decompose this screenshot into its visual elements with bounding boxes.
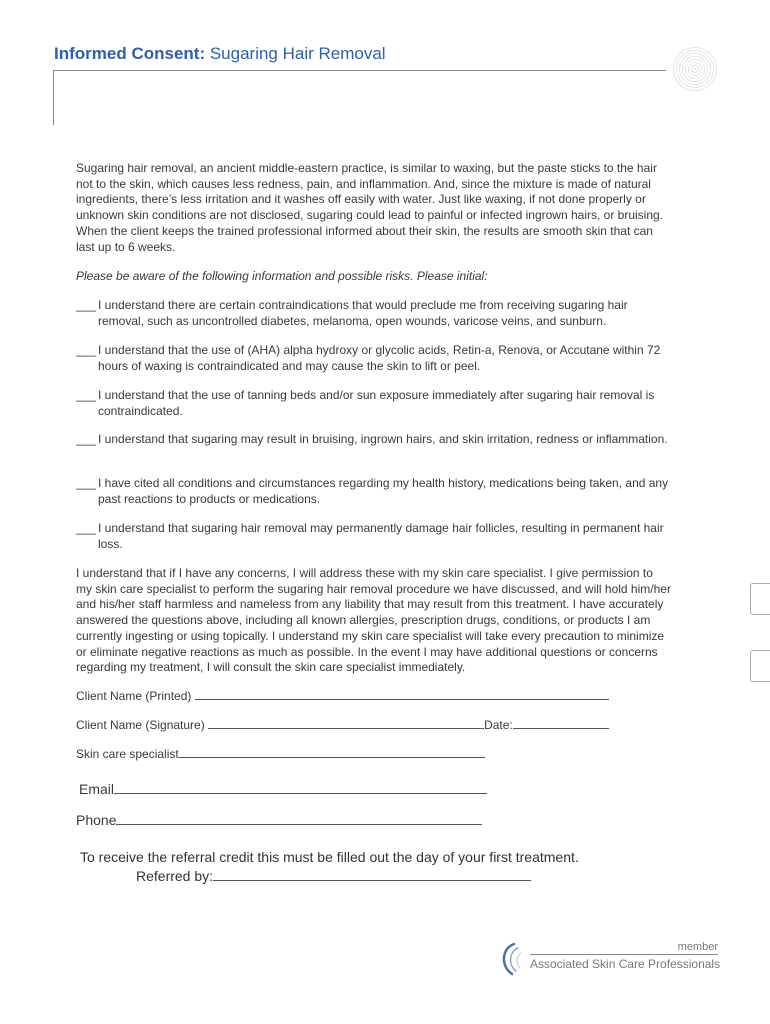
email-row	[79, 781, 487, 797]
decorative-circle-pattern	[672, 46, 718, 92]
consent-item	[76, 476, 671, 507]
initial-blank[interactable]: ___	[76, 343, 97, 357]
email-field[interactable]	[114, 781, 487, 794]
phone-row	[76, 812, 482, 828]
client-printed-label: Client Name (Printed)	[76, 689, 192, 703]
specialist-row	[76, 746, 485, 762]
initial-blank[interactable]: ___	[76, 298, 97, 312]
specialist-label: Skin care specialist	[76, 747, 179, 761]
consent-item-text: I understand that the use of (AHA) alpha hydroxy or glycolic acids, Retin-a, Renova, or Accutane within 72 hours of waxing is contraindicated and may cause the skin to lift or peel.	[98, 343, 661, 373]
closing-paragraph: I understand that if I have any concerns, I will address these with my skin care specialist. I give permission to my skin care specialist to perform the sugaring hair removal procedure we have discussed, and will hold him/her and his/her staff harmless and nameless from any liability that may result from this treatment. I have accurately answered the questions above, including all known allergies, prescription drugs, conditions, or products I am currently ingesting or using topically. I understand my skin care specialist will take every precaution to minimize or eliminate negative reactions as much as possible. In the event I may have additional questions or concerns regarding my treatment, I will consult the skin care specialist immediately.	[76, 566, 671, 675]
specialist-field[interactable]	[179, 746, 485, 758]
header-rule	[54, 70, 666, 71]
consent-item-text: I understand there are certain contraindications that would preclude me from receiving sugaring hair removal, such as uncontrolled diabetes, melanoma, open wounds, varicose veins, and sunburn.	[98, 298, 628, 328]
page-edge-tab	[750, 583, 770, 615]
form-title-rest: Sugaring Hair Removal	[205, 44, 386, 63]
consent-item	[76, 388, 671, 419]
initial-blank[interactable]: ___	[76, 432, 97, 446]
consent-item	[76, 298, 671, 329]
initial-prompt: Please be aware of the following information and possible risks. Please initial:	[76, 269, 488, 283]
phone-field[interactable]	[116, 812, 482, 825]
member-label: member	[530, 941, 718, 955]
client-signature-field[interactable]	[208, 717, 484, 729]
phone-label: Phone	[76, 812, 117, 828]
intro-paragraph: Sugaring hair removal, an ancient middle-eastern practice, is similar to waxing, but the paste sticks to the hair not to the skin, which causes less redness, pain, and inflammation. And, since the mixture is made of natural ingredients, there’s less irritation and it washes off easily with water. Just like waxing, if not done properly or unknown skin conditions are not disclosed, sugaring could lead to painful or infected ingrown hairs, or bruising. When the client keeps the trained professional informed about their skin, the results are smooth skin that can last up to 6 weeks.	[76, 161, 664, 254]
consent-item-text: I understand that sugaring may result in bruising, ingrown hairs, and skin irritation, redness or inflammation.	[98, 432, 668, 446]
initial-blank[interactable]: ___	[76, 476, 97, 490]
client-printed-field[interactable]	[195, 688, 609, 700]
form-title	[54, 44, 386, 64]
consent-item	[76, 432, 671, 448]
organization-name: Associated Skin Care Professionals	[530, 957, 721, 971]
date-field[interactable]	[513, 717, 609, 729]
consent-item-text: I understand that the use of tanning beds and/or sun exposure immediately after sugaring hair removal is contraindicated.	[98, 388, 655, 418]
email-label: Email	[79, 781, 115, 797]
client-signature-label: Client Name (Signature)	[76, 718, 205, 732]
initial-blank[interactable]: ___	[76, 521, 97, 535]
referral-note: To receive the referral credit this must be filled out the day of your first treatment.	[80, 849, 579, 865]
referred-by-field[interactable]	[213, 868, 531, 881]
ascp-logo-icon	[498, 942, 526, 976]
consent-item	[76, 521, 671, 552]
consent-item-text: I understand that sugaring hair removal may permanently damage hair follicles, resulting in permanent hair loss.	[98, 521, 664, 551]
initial-blank[interactable]: ___	[76, 388, 97, 402]
date-label: Date:	[484, 718, 513, 732]
client-signature-row	[76, 717, 609, 733]
consent-item-text: I have cited all conditions and circumstances regarding my health history, medications being taken, and any past reactions to products or medications.	[98, 476, 669, 506]
client-printed-row	[76, 688, 609, 704]
referred-by-label: Referred by:	[136, 868, 214, 884]
form-title-strong: Informed Consent:	[54, 44, 206, 63]
consent-item	[76, 343, 671, 374]
referred-by-row	[136, 867, 531, 885]
header-side-rule	[53, 70, 54, 125]
page-edge-tab	[750, 650, 770, 682]
